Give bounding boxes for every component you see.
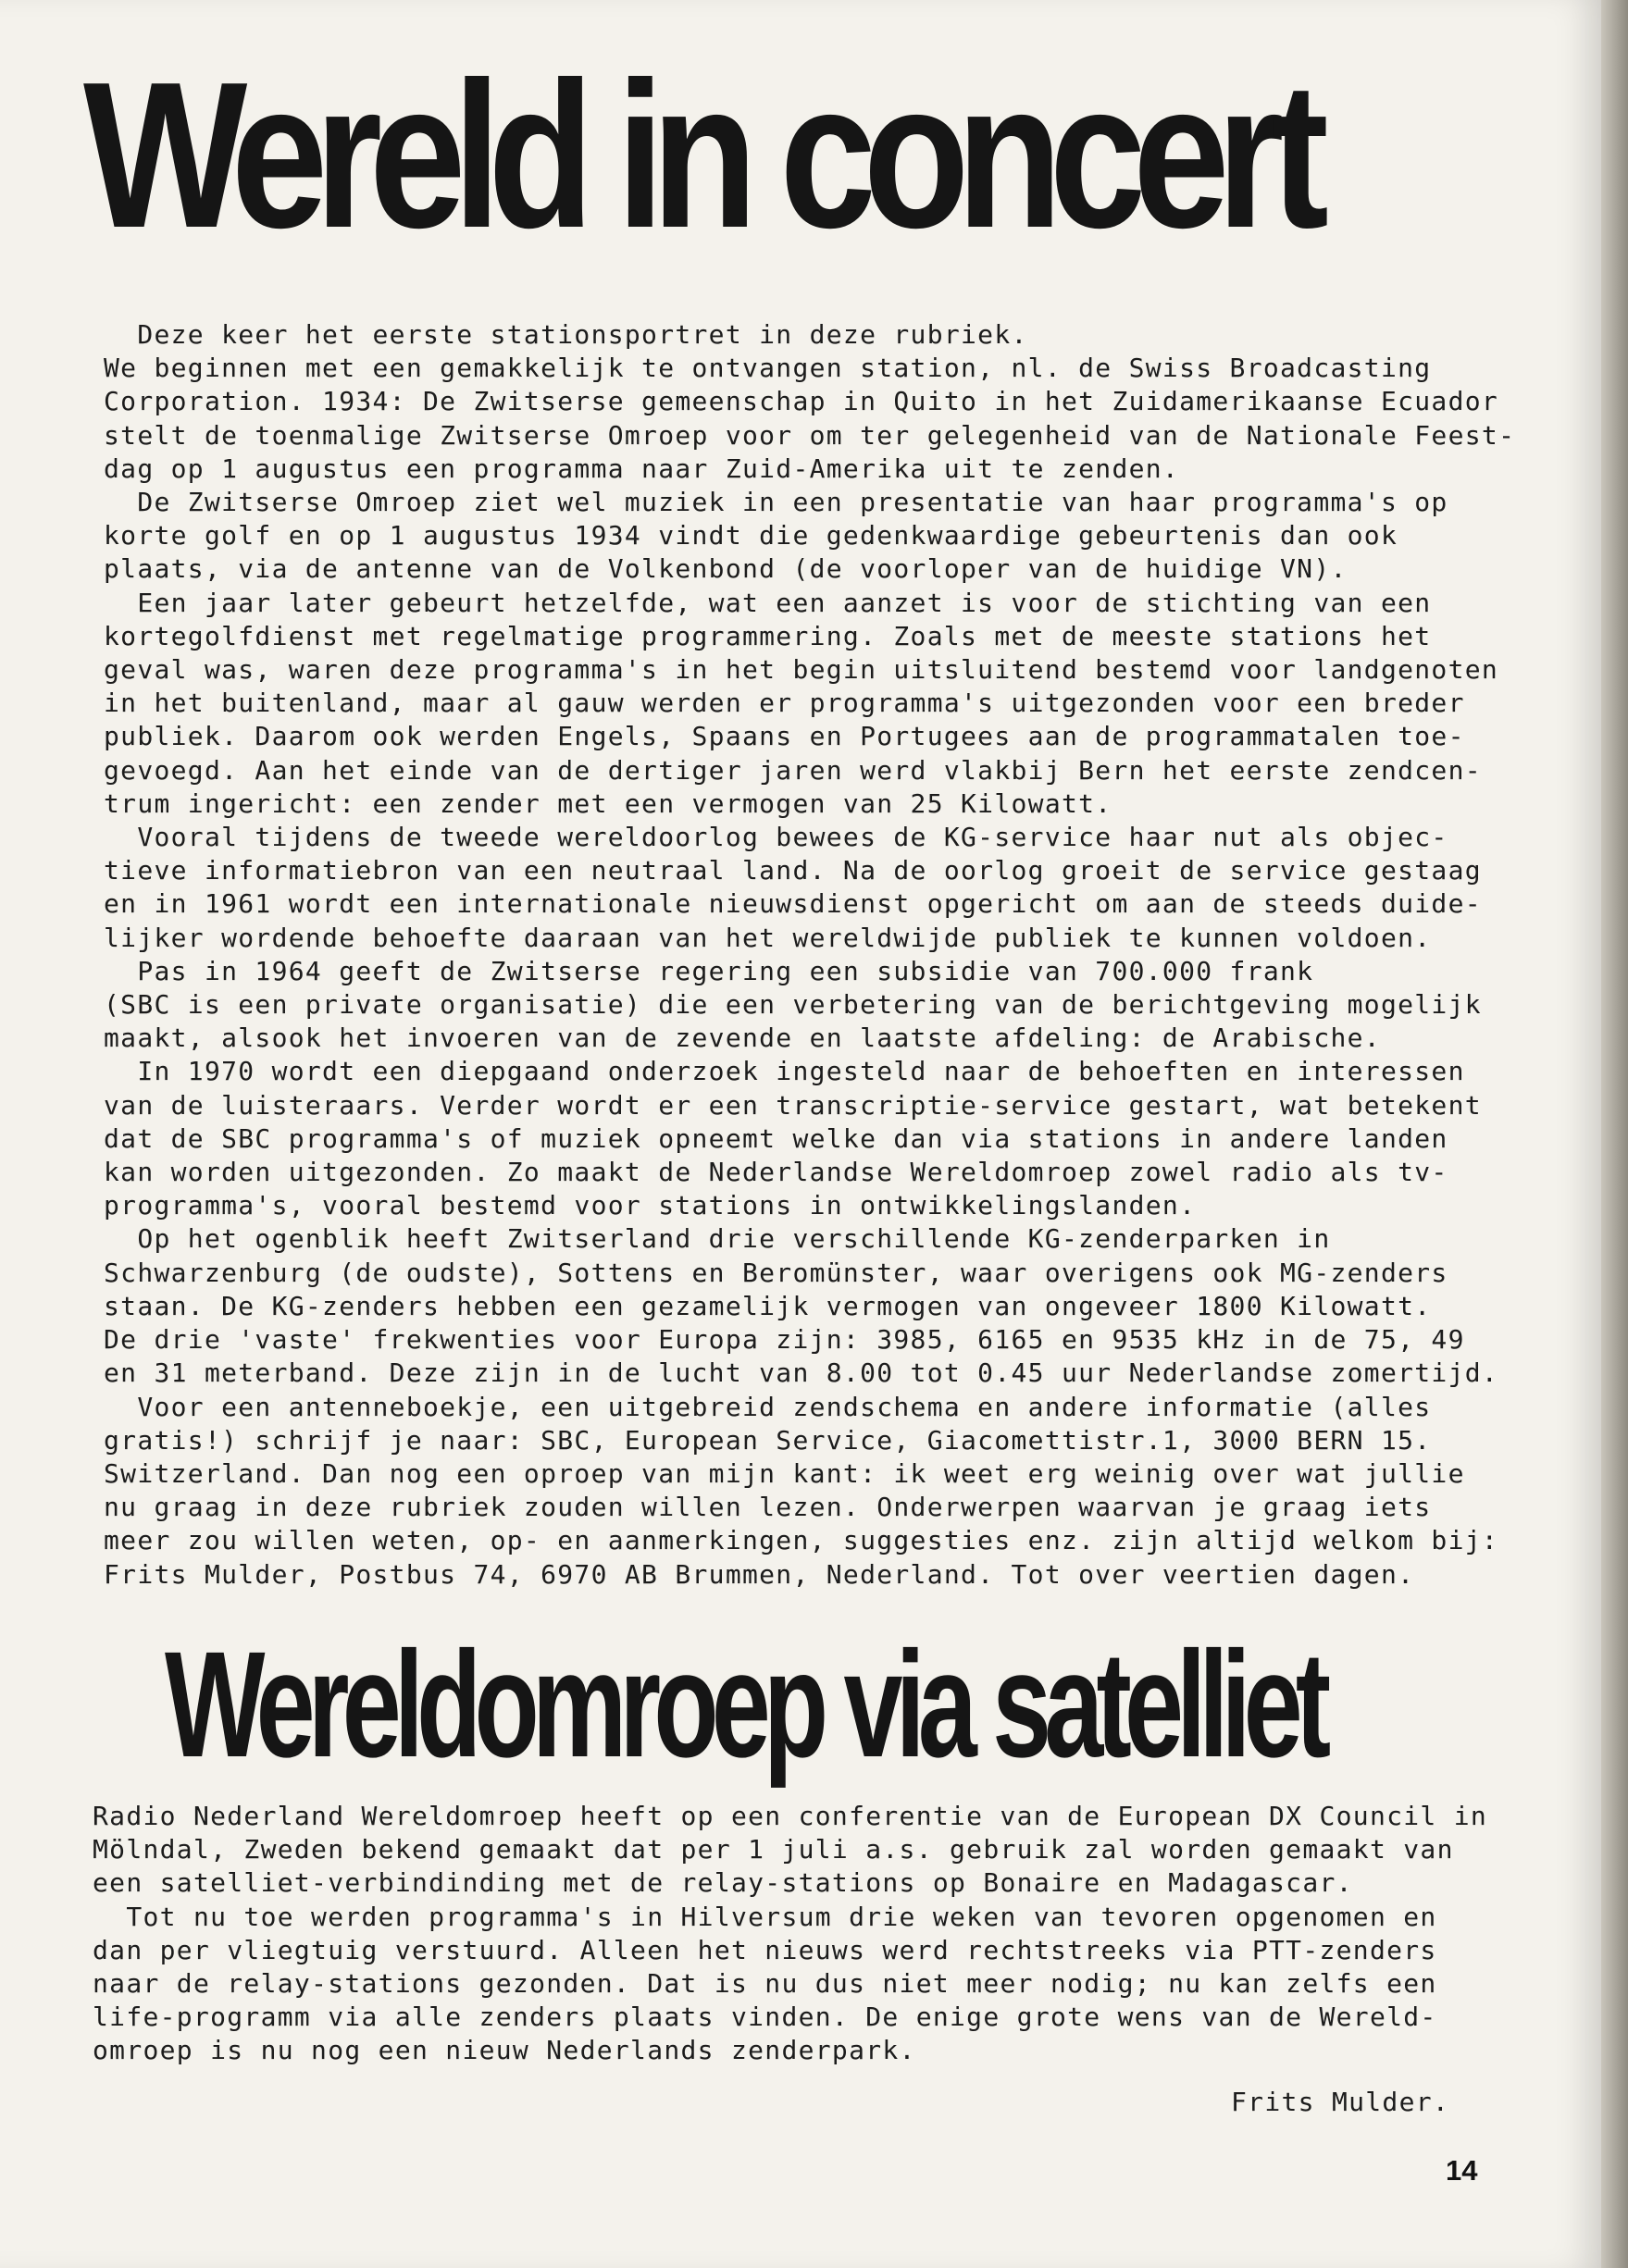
text-line: life-programm via alle zenders plaats vinden. De enige grote wens van de Wereld- [93,2002,1437,2033]
text-line: In 1970 wordt een diepgaand onderzoek ingesteld naar de behoeften en interessen [104,1056,1465,1087]
page-number: 14 [1446,2154,1478,2187]
text-line: De Zwitserse Omroep ziet wel muziek in een presentatie van haar programma's op [104,487,1448,518]
text-line: van de luisteraars. Verder wordt er een transcriptie-service gestart, wat betekent [104,1089,1482,1121]
text-line: publiek. Daarom ook werden Engels, Spaans en Portugees aan de programmatalen toe- [104,721,1465,752]
text-line: in het buitenland, maar al gauw werden er programma's uitgezonden voor een breder [104,688,1465,719]
text-line: Op het ogenblik heeft Zwitserland drie verschillende KG-zenderparken in [104,1223,1331,1255]
text-line: nu graag in deze rubriek zouden willen lezen. Onderwerpen waarvan je graag iets [104,1492,1432,1523]
text-line: plaats, via de antenne van de Volkenbond (de voorloper van de huidige VN). [104,553,1348,585]
text-line: Deze keer het eerste stationsportret in deze rubriek. [104,319,1028,350]
text-line: dag op 1 augustus een programma naar Zuid-Amerika uit te zenden. [104,452,1180,484]
text-line: Voor een antenneboekje, een uitgebreid zendschema en andere informatie (alles [104,1391,1432,1422]
text-line: omroep is nu nog een nieuw Nederlands zenderpark. [93,2035,916,2066]
text-line: dan per vliegtuig verstuurd. Alleen het nieuws werd rechtstreeks via PTT-zenders [93,1934,1437,1965]
text-line: programma's, vooral bestemd voor stations in ontwikkelingslanden. [104,1190,1197,1221]
text-line: Een jaar later gebeurt hetzelfde, wat een aanzet is voor de stichting van een [104,587,1432,618]
text-line: en 31 meterband. Deze zijn in de lucht van 8.00 tot 0.45 uur Nederlandse zomertijd. [104,1357,1499,1389]
author-signature: Frits Mulder. [1231,2087,1450,2117]
text-line: stelt de toenmalige Zwitserse Omroep voor om ter gelegenheid van de Nationale Feest- [104,419,1516,451]
text-line: Vooral tijdens de tweede wereldoorlog bewees de KG-service haar nut als objec- [104,822,1448,853]
text-line: en in 1961 wordt een internationale nieuwsdienst opgericht om aan de steeds duide- [104,888,1482,920]
article-body-wereld-in-concert [104,318,1547,1592]
text-line: een satelliet-verbindinding met de relay-stations op Bonaire en Madagascar. [93,1867,1353,1899]
text-line: gratis!) schrijf je naar: SBC, European Service, Giacomettistr.1, 3000 BERN 15. [104,1424,1432,1456]
article-title-wereld-in-concert: Wereld in concert [83,38,1316,271]
text-line: Tot nu toe werden programma's in Hilversum drie weken van tevoren opgenomen en [93,1901,1437,1932]
text-line: dat de SBC programma's of muziek opneemt welke dan via stations in andere landen [104,1122,1448,1154]
text-line: Corporation. 1934: De Zwitserse gemeenschap in Quito in het Zuidamerikaanse Ecuador [104,386,1499,417]
text-line: naar de relay-stations gezonden. Dat is nu dus niet meer nodig; nu kan zelfs een [93,1968,1437,2000]
text-line: tieve informatiebron van een neutraal land. Na de oorlog groeit de service gestaag [104,855,1482,886]
text-line: Radio Nederland Wereldomroep heeft op een conferentie van de European DX Council in [93,1801,1488,1831]
text-line: trum ingericht: een zender met een vermogen van 25 Kilowatt. [104,787,1112,819]
text-line: De drie 'vaste' frekwenties voor Europa zijn: 3985, 6165 en 9535 kHz in de 75, 49 [104,1324,1465,1356]
text-line: staan. De KG-zenders hebben een gezamelijk vermogen van ongeveer 1800 Kilowatt. [104,1290,1432,1321]
article-title-wereldomroep-via-satelliet: Wereldomroep via satelliet [165,1619,1324,1789]
text-line: meer zou willen weten, op- en aanmerkingen, suggesties enz. zijn altijd welkom bij: [104,1525,1499,1556]
text-line: We beginnen met een gemakkelijk te ontvangen station, nl. de Swiss Broadcasting [104,353,1432,384]
binding-gutter [1601,0,1628,2268]
text-line: gevoegd. Aan het einde van de dertiger jaren werd vlakbij Bern het eerste zendcen- [104,754,1482,786]
text-line: Pas in 1964 geeft de Zwitserse regering een subsidie van 700.000 frank [104,955,1314,986]
text-line: Switzerland. Dan nog een oproep van mijn kant: ik weet erg weinig over wat jullie [104,1457,1465,1489]
article-body-wereldomroep-via-satelliet [93,1800,1527,2068]
text-line: (SBC is een private organisatie) die een verbetering van de berichtgeving mogelijk [104,989,1482,1021]
text-line: kan worden uitgezonden. Zo maakt de Nederlandse Wereldomroep zowel radio als tv- [104,1157,1448,1188]
text-line: korte golf en op 1 augustus 1934 vindt die gedenkwaardige gebeurtenis dan ook [104,520,1398,552]
text-line: lijker wordende behoefte daaraan van het wereldwijde publiek te kunnen voldoen. [104,922,1432,953]
text-line: Mölndal, Zweden bekend gemaakt dat per 1 juli a.s. gebruik zal worden gemaakt van [93,1834,1454,1865]
text-line: kortegolfdienst met regelmatige programmering. Zoals met de meeste stations het [104,620,1432,651]
text-line: Schwarzenburg (de oudste), Sottens en Beromünster, waar overigens ook MG-zenders [104,1257,1448,1288]
text-line: geval was, waren deze programma's in het begin uitsluitend bestemd voor landgenoten [104,654,1499,686]
text-line: Frits Mulder, Postbus 74, 6970 AB Brummen, Nederland. Tot over veertien dagen. [104,1558,1415,1590]
text-line: maakt, alsook het invoeren van de zevende en laatste afdeling: de Arabische. [104,1022,1381,1054]
